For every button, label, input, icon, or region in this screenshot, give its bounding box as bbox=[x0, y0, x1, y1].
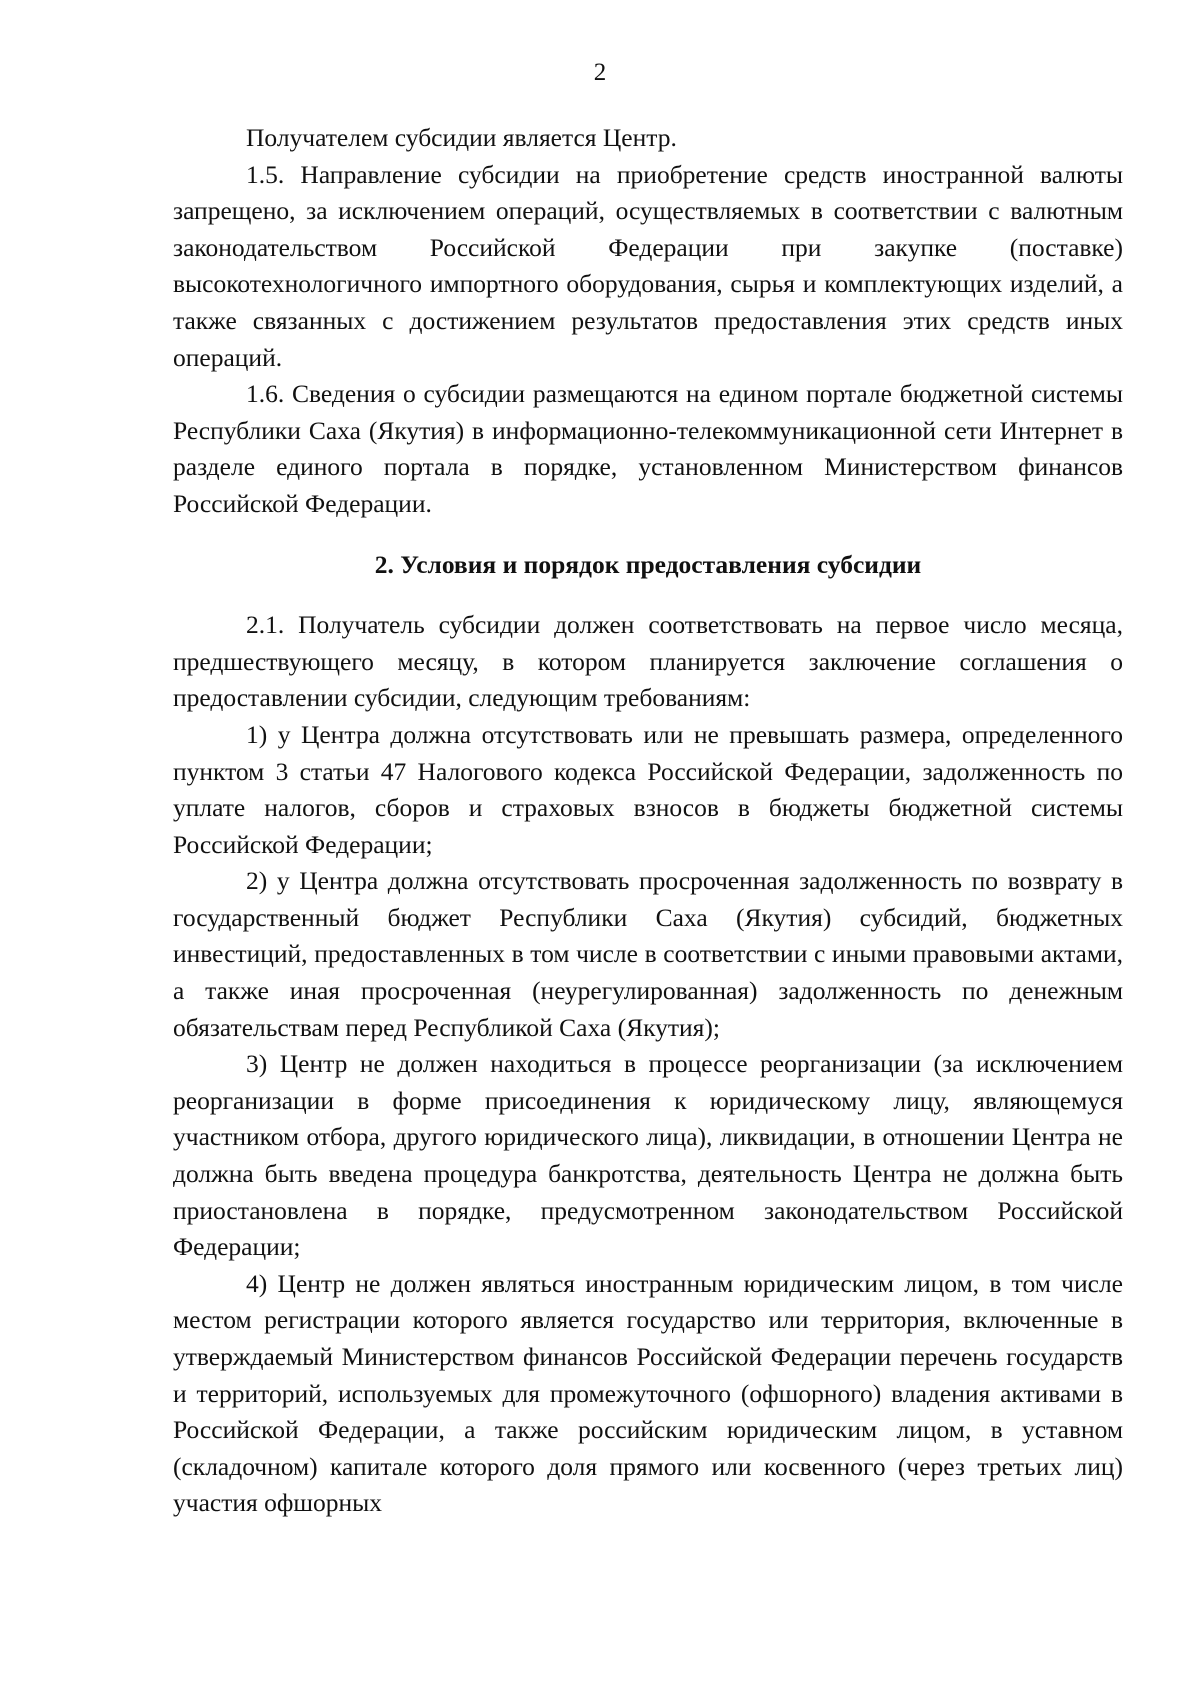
requirement-item-1: 1) у Центра должна отсутствовать или не превышать размера, определенного пунктом 3 статьи 47 Налогового кодекса Российской Федерации, задолженность по уплате налогов, сборов и страховых взносов в бюджеты бюджетной системы Российской Федерации; bbox=[173, 719, 1123, 859]
paragraph-1-6: 1.6. Сведения о субсидии размещаются на едином портале бюджетной системы Республики Саха (Якутия) в информационно-телекоммуникационной сети Интернет в разделе единого портала в порядке, установленном Министерством финансов Российской Федерации. bbox=[173, 379, 1123, 518]
document-body bbox=[173, 120, 1123, 1522]
page-number: 2 bbox=[593, 59, 607, 86]
section-heading: 2. Условия и порядок предоставления субсидии bbox=[374, 549, 922, 579]
paragraph-2-1: 2.1. Получатель субсидии должен соответствовать на первое число месяца, предшествующего месяцу, в котором планируется заключение соглашения о предоставлении субсидии, следующим требованиям: bbox=[173, 610, 1123, 713]
requirement-item-3: 3) Центр не должен находиться в процессе реорганизации (за исключением реорганизации в форме присоединения к юридическому лицу, являющемуся участником отбора, другого юридического лица), ликвидации, в отношении Центра не должна быть введена процедура банкротства, деятельность Центра не должна быть приостановлена в порядке, предусмотренном законодательством Российской Федерации; bbox=[173, 1049, 1123, 1262]
requirement-item-2: 2) у Центра должна отсутствовать просроченная задолженность по возврату в государственный бюджет Республики Саха (Якутия) субсидий, бюджетных инвестиций, предоставленных в том числе в соответствии с иными правовыми актами, а также иная просроченная (неурегулированная) задолженность по денежным обязательствам перед Республикой Саха (Якутия); bbox=[173, 866, 1123, 1042]
paragraph-recipient: Получателем субсидии является Центр. bbox=[246, 123, 677, 152]
paragraph-1-5: 1.5. Направление субсидии на приобретение средств иностранной валюты запрещено, за исключением операций, осуществляемых в соответствии с валютным законодательством Российской Федерации при закупке (поставке) высокотехнологичного импортного оборудования, сырья и комплектующих изделий, а также связанных с достижением результатов предоставления этих средств иных операций. bbox=[173, 159, 1123, 372]
requirement-item-4: 4) Центр не должен являться иностранным юридическим лицом, в том числе местом регистрации которого является государство или территория, включенные в утверждаемый Министерством финансов Российской Федерации перечень государств и территорий, используемых для промежуточного (офшорного) владения активами в Российской Федерации, а также российским юридическим лицом, в уставном (складочном) капитале которого доля прямого или косвенного (через третьих лиц) участия офшорных bbox=[173, 1268, 1123, 1518]
